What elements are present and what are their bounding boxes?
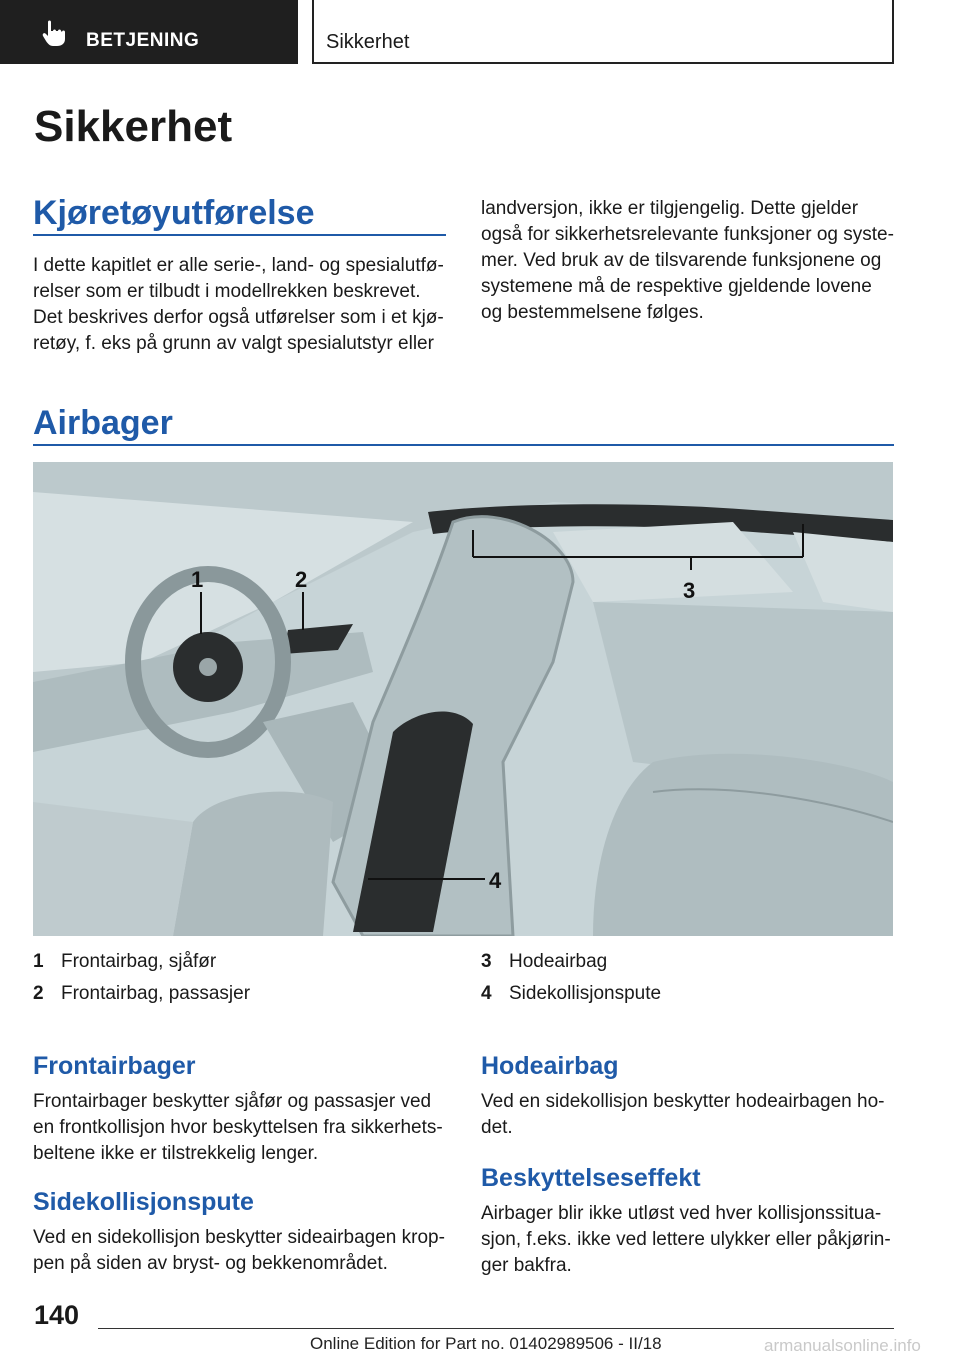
legend-number: 3 xyxy=(481,951,492,972)
footer-edition: Online Edition for Part no. 01402989506 - II/18 xyxy=(310,1334,662,1353)
car-interior-drawing xyxy=(33,462,893,936)
text-line: Det beskrives derfor også utførelser som i et kjø- xyxy=(33,307,444,328)
kjoretoy-text-left xyxy=(33,253,444,357)
callout-4: 4 xyxy=(489,868,502,893)
text-line: retøy, f. eks på grunn av valgt spesialutstyr eller xyxy=(33,333,434,354)
text-line: mer. Ved bruk av de tilsvarende funksjonene og xyxy=(481,250,882,271)
heading-kjoretoyutforelse: Kjøretøyutførelse xyxy=(33,194,315,232)
text-line: ger bakfra. xyxy=(481,1255,572,1276)
page-title: Sikkerhet xyxy=(34,102,233,151)
legend-item xyxy=(33,946,250,978)
legend-left xyxy=(33,946,250,1010)
heading-sidekollisjonspute: Sidekollisjonspute xyxy=(33,1188,254,1216)
heading-rule xyxy=(33,234,446,236)
text-line: Frontairbager beskytter sjåfør og passasjer ved xyxy=(33,1091,432,1112)
text-line: relser som er tilbudt i modellrekken beskrevet. xyxy=(33,281,421,302)
text-line: Ved en sidekollisjon beskytter sideairbagen krop- xyxy=(33,1227,445,1248)
legend-item xyxy=(481,946,661,978)
text-line: I dette kapitlet er alle serie-, land- og spesialutfø- xyxy=(33,255,444,276)
hodeairbag-text xyxy=(481,1089,885,1141)
callout-3: 3 xyxy=(683,578,696,603)
legend-number: 4 xyxy=(481,983,492,1004)
text-line: og bestemmelsene følges. xyxy=(481,302,704,323)
text-line: beltene ikke er tilstrekkelig lenger. xyxy=(33,1143,319,1164)
heading-beskyttelseseffekt: Beskyttelseseffekt xyxy=(481,1164,701,1192)
kjoretoy-text-right xyxy=(481,196,894,326)
text-line: landversjon, ikke er tilgjengelig. Dette gjelder xyxy=(481,198,859,219)
watermark: armanualsonline.info xyxy=(764,1336,921,1355)
page-number: 140 xyxy=(34,1300,80,1330)
text-line: en frontkollisjon hvor beskyttelsen fra sikkerhets- xyxy=(33,1117,443,1138)
legend-text: Frontairbag, passasjer xyxy=(61,983,251,1004)
text-line: Ved en sidekollisjon beskytter hodeairbagen ho- xyxy=(481,1091,885,1112)
footer-rule xyxy=(98,1328,894,1329)
section-tab xyxy=(0,0,298,64)
legend-text: Sidekollisjonspute xyxy=(509,983,662,1004)
text-line: Airbager blir ikke utløst ved hver kollisjonssitua- xyxy=(481,1203,882,1224)
chapter-label: Sikkerhet xyxy=(326,31,410,53)
legend-item xyxy=(481,978,661,1010)
callout-2: 2 xyxy=(295,567,308,592)
legend-number: 1 xyxy=(33,951,44,972)
beskyttelse-text xyxy=(481,1201,891,1279)
hand-pointer-icon xyxy=(38,18,70,48)
text-line: sjon, f.eks. ikke ved lettere ulykker eller påkjørin- xyxy=(481,1229,891,1250)
airbag-illustration xyxy=(33,462,893,936)
frontairbager-text xyxy=(33,1089,443,1167)
text-line: pen på siden av bryst- og bekkenområdet. xyxy=(33,1253,388,1274)
legend-text: Hodeairbag xyxy=(509,951,608,972)
text-line: systemene må de respektive gjeldende lovene xyxy=(481,276,872,297)
chapter-tab xyxy=(312,0,894,64)
text-line: også for sikkerhetsrelevante funksjoner og syste- xyxy=(481,224,894,245)
legend-item xyxy=(33,978,250,1010)
legend-number: 2 xyxy=(33,983,44,1004)
callout-1: 1 xyxy=(191,567,204,592)
sidekollisjonspute-text xyxy=(33,1225,445,1277)
heading-hodeairbag: Hodeairbag xyxy=(481,1052,619,1080)
heading-rule xyxy=(33,444,894,446)
text-line: det. xyxy=(481,1117,513,1138)
legend-text: Frontairbag, sjåfør xyxy=(61,951,217,972)
legend-right xyxy=(481,946,661,1010)
heading-airbager: Airbager xyxy=(33,404,173,442)
heading-frontairbager: Frontairbager xyxy=(33,1052,196,1080)
section-label: BETJENING xyxy=(86,30,200,51)
